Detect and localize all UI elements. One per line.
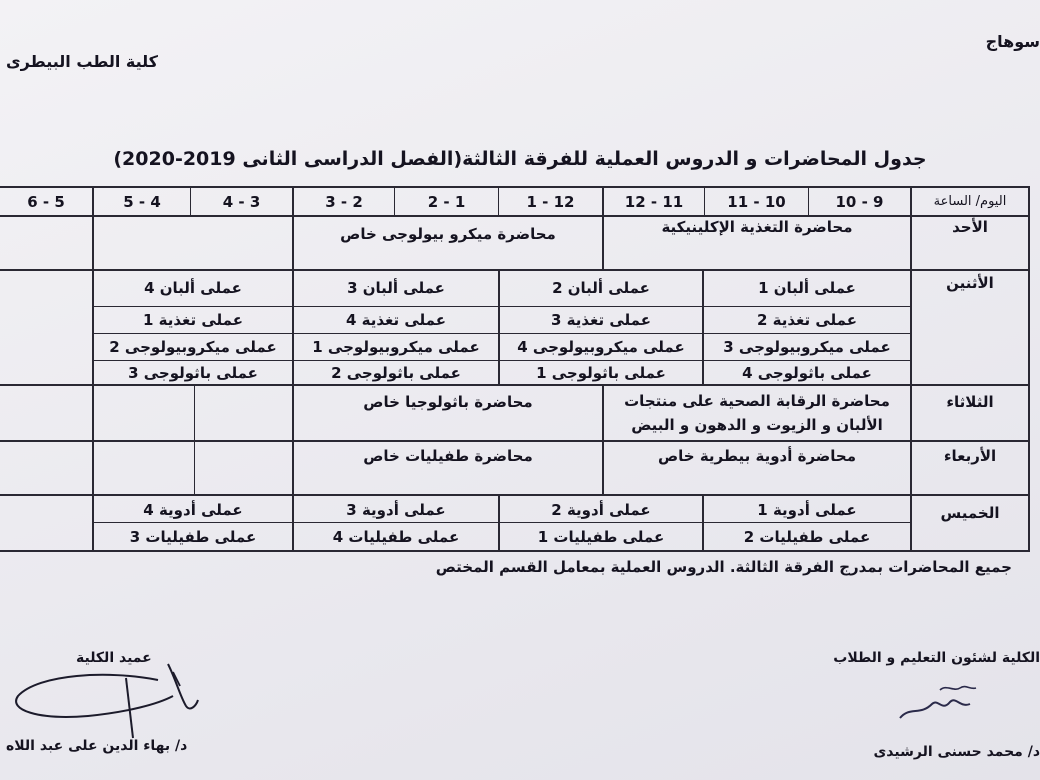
time-header: 5 - 4 [123, 192, 161, 211]
lab-cell: عملى تغذية 2 [757, 311, 857, 329]
time-header: 4 - 3 [222, 192, 261, 211]
lab-cell: عملى باثولوجى 3 [128, 363, 258, 382]
lab-cell: عملى ألبان 1 [758, 279, 856, 297]
lab-cell: عملى ألبان 2 [552, 279, 650, 297]
vice-dean-signature [880, 680, 990, 725]
lab-cell: عملى ميكروبيولوجى 1 [312, 338, 480, 356]
lab-cell: عملى ألبان 3 [347, 279, 445, 297]
lab-cell: عملى طفيليات 1 [537, 528, 665, 546]
lab-cell: عملى أدوية 4 [143, 500, 243, 519]
header-faculty: كلية الطب البيطرى [6, 52, 158, 71]
lab-cell: عملى ميكروبيولوجى 3 [723, 338, 891, 356]
lab-cell: عملى طفيليات 4 [332, 528, 460, 546]
lab-cell: عملى تغذية 4 [346, 311, 446, 329]
time-header: 3 - 2 [325, 192, 363, 211]
time-header: 10 - 9 [835, 192, 884, 211]
time-header: 12 - 11 [624, 192, 684, 211]
lab-cell: عملى طفيليات 2 [743, 528, 871, 546]
lab-cell: عملى أدوية 1 [757, 500, 857, 519]
day-monday: الأثنين [946, 274, 994, 292]
page-title: جدول المحاضرات و الدروس العملية للفرقة الثالثة(الفصل الدراسى الثانى 2019-2020) [113, 148, 927, 170]
time-header: 2 - 1 [427, 192, 466, 211]
lecture-cell: محاضرة باثولوجيا خاص [363, 393, 533, 411]
lab-cell: عملى باثولوجى 1 [536, 363, 666, 382]
lab-cell: عملى أدوية 2 [551, 500, 651, 519]
lab-cell: عملى باثولوجى 2 [331, 363, 461, 382]
vice-dean-title: الكلية لشئون التعليم و الطلاب [833, 650, 1040, 666]
day-tuesday: الثلاثاء [946, 393, 994, 411]
header-university: سوهاج [985, 32, 1040, 51]
lecture-cell: محاضرة الرقابة الصحية على منتجات الألبان و الزيوت و الدهون و البيض [624, 392, 890, 434]
day-wednesday: الأربعاء [943, 447, 997, 465]
lab-cell: عملى ألبان 4 [144, 279, 242, 297]
dean-signature [8, 660, 208, 750]
lab-cell: عملى باثولوجى 4 [742, 363, 872, 382]
lab-cell: عملى ميكروبيولوجى 2 [109, 338, 277, 356]
dean-title: عميد الكلية [76, 650, 152, 666]
corner-header: اليوم/ الساعة [933, 194, 1007, 209]
time-header: 6 - 5 [27, 192, 65, 211]
vice-dean-name: د/ محمد حسنى الرشيدى [873, 744, 1040, 760]
footnote: جميع المحاضرات بمدرج الفرقة الثالثة. الدروس العملية بمعامل القسم المختص [435, 558, 1012, 576]
lab-cell: عملى طفيليات 3 [129, 528, 257, 546]
timetable [0, 186, 1030, 552]
lecture-cell: محاضرة أدوية بيطرية خاص [657, 447, 857, 465]
time-header: 11 - 10 [727, 192, 786, 211]
dean-name: د/ بهاء الدين على عبد اللاه [6, 738, 188, 754]
lecture-cell: محاضرة التغذية الإكلينيكية [661, 218, 853, 236]
time-header: 1 - 12 [526, 192, 575, 211]
lab-cell: عملى أدوية 3 [346, 500, 446, 519]
lab-cell: عملى ميكروبيولوجى 4 [517, 338, 685, 356]
lab-cell: عملى تغذية 3 [551, 311, 651, 329]
day-thursday: الخميس [940, 504, 1000, 522]
lab-cell: عملى تغذية 1 [143, 311, 243, 329]
lecture-cell: محاضرة ميكرو بيولوجى خاص [340, 225, 556, 243]
day-sunday: الأحد [952, 218, 988, 236]
lecture-cell: محاضرة طفيليات خاص [363, 447, 533, 465]
